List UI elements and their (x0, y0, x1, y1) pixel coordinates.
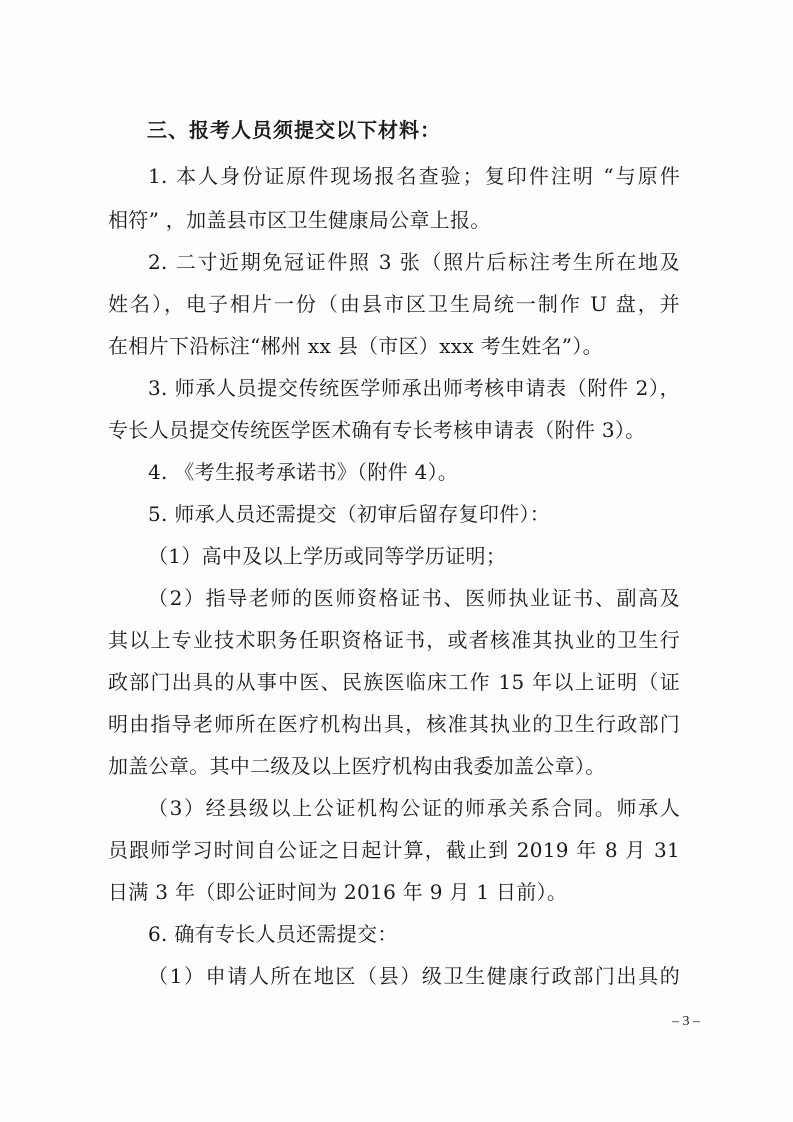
paragraph-line: 政部门出具的从事中医、民族医临床工作 15 年以上证明（证 (108, 670, 680, 694)
paragraph-line: 加盖公章。其中二级及以上医疗机构由我委加盖公章）。 (108, 754, 606, 778)
paragraph-line: 相符” ，加盖县市区卫生健康局公章上报。 (108, 208, 491, 232)
paragraph-line: （2）指导老师的医师资格证书、医师执业证书、副高及 (148, 586, 680, 610)
paragraph-line: 6. 确有专长人员还需提交： (148, 922, 398, 946)
paragraph-line: 日满 3 年（即公证时间为 2016 年 9 月 1 日前）。 (108, 880, 568, 904)
section-heading: 三、报考人员须提交以下材料： (147, 118, 441, 142)
paragraph-line: 1. 本人身份证原件现场报名查验；复印件注明 “与原件 (148, 164, 680, 188)
paragraph-line: 4. 《考生报考承诺书》（附件 4）。 (148, 460, 459, 484)
paragraph-line: 在相片下沿标注“郴州 xx 县（市区）xxx 考生姓名”）。 (108, 334, 603, 358)
paragraph-line: 明由指导老师所在医疗机构出具，核准其执业的卫生行政部门 (108, 712, 680, 736)
paragraph-line: 员跟师学习时间自公证之日起计算，截止到 2019 年 8 月 31 (108, 838, 680, 862)
paragraph-line: （1）申请人所在地区（县）级卫生健康行政部门出具的 (148, 964, 680, 988)
paragraph-line: 专长人员提交传统医学医术确有专长考核申请表（附件 3）。 (108, 418, 646, 442)
paragraph-line: 2. 二寸近期免冠证件照 3 张（照片后标注考生所在地及 (148, 250, 680, 274)
paragraph-line: 姓名），电子相片一份（由县市区卫生局统一制作 U 盘，并 (108, 292, 680, 316)
page-number: – 3 – (672, 1014, 700, 1029)
paragraph-line: （3）经县级以上公证机构公证的师承关系合同。师承人 (148, 796, 680, 820)
paragraph-line: （1）高中及以上学历或同等学历证明； (148, 544, 507, 568)
paragraph-line: 其以上专业技术职务任职资格证书，或者核准其执业的卫生行 (108, 628, 680, 652)
paragraph-line: 5. 师承人员还需提交（初审后留存复印件）： (148, 502, 551, 526)
paragraph-line: 3. 师承人员提交传统医学师承出师考核申请表（附件 2）， (148, 376, 680, 400)
